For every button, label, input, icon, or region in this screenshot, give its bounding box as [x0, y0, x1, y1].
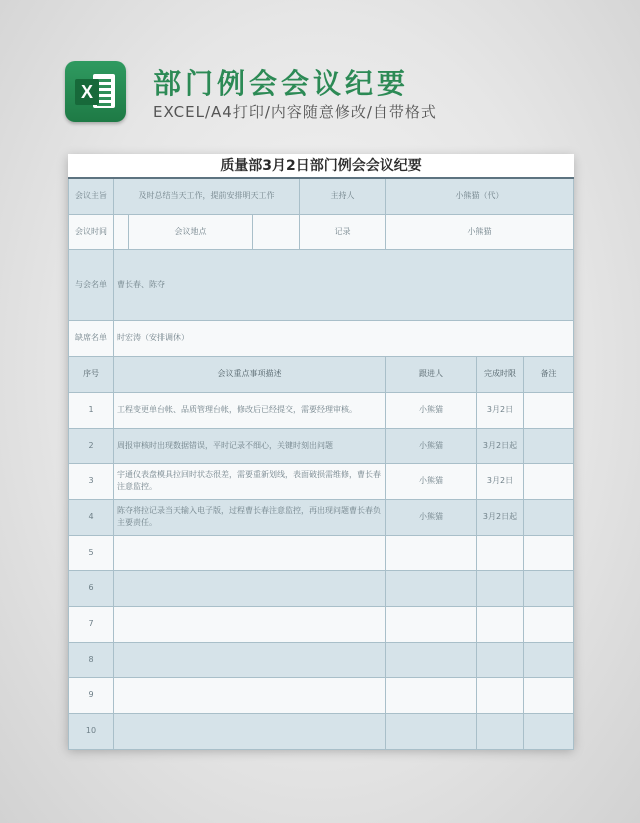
label-host: 主持人 — [300, 178, 386, 214]
col-header-note: 备注 — [524, 356, 574, 392]
row-no: 9 — [69, 677, 114, 713]
table-row — [69, 677, 574, 713]
table-row — [69, 428, 574, 463]
spreadsheet — [68, 154, 573, 748]
row-owner[interactable] — [386, 570, 477, 606]
row-no: 1 — [69, 392, 114, 428]
page-title: 部门例会会议纪要 — [153, 67, 410, 100]
row-note[interactable] — [524, 570, 574, 606]
col-header-owner: 跟进人 — [386, 356, 477, 392]
row-no: 7 — [69, 606, 114, 642]
table-row — [69, 499, 574, 535]
row-note[interactable] — [524, 677, 574, 713]
row-no: 5 — [69, 535, 114, 570]
label-time: 会议时间 — [69, 214, 114, 249]
value-attendees[interactable]: 曹长春、陈夺 — [114, 249, 574, 320]
row-desc[interactable] — [114, 713, 386, 749]
value-recorder[interactable]: 小熊猫 — [386, 214, 574, 249]
row-no: 3 — [69, 463, 114, 499]
column-header-row — [69, 356, 574, 392]
row-note[interactable] — [524, 392, 574, 428]
row-note[interactable] — [524, 606, 574, 642]
table-row — [69, 570, 574, 606]
row-owner[interactable] — [386, 606, 477, 642]
row-desc[interactable] — [114, 570, 386, 606]
row-deadline[interactable]: 3月2日起 — [477, 499, 524, 535]
row-deadline[interactable]: 3月2日 — [477, 463, 524, 499]
row-desc[interactable]: 陈夺将拉记录当天输入电子版，过程曹长春注意监控，再出现问题曹长春负主要责任。 — [114, 499, 386, 535]
row-note[interactable] — [524, 499, 574, 535]
table-row — [69, 463, 574, 499]
row-note[interactable] — [524, 535, 574, 570]
page-subtitle: EXCEL/A4打印/内容随意修改/自带格式 — [153, 103, 437, 121]
row-deadline[interactable] — [477, 642, 524, 677]
value-absent[interactable]: 时宏涛（安排调休） — [114, 320, 574, 356]
row-deadline[interactable] — [477, 606, 524, 642]
col-header-desc: 会议重点事项描述 — [114, 356, 386, 392]
col-header-deadline: 完成时限 — [477, 356, 524, 392]
row-desc[interactable] — [114, 535, 386, 570]
row-owner[interactable] — [386, 535, 477, 570]
label-absent: 缺席名单 — [69, 320, 114, 356]
value-host[interactable]: 小熊猫（代） — [386, 178, 574, 214]
label-attendees: 与会名单 — [69, 249, 114, 320]
sheet-title: 质量部3月2日部门例会会议纪要 — [69, 154, 574, 178]
row-owner[interactable]: 小熊猫 — [386, 428, 477, 463]
row-no: 8 — [69, 642, 114, 677]
table-row — [69, 642, 574, 677]
row-owner[interactable] — [386, 713, 477, 749]
minutes-table — [68, 154, 574, 750]
page-header — [0, 0, 640, 150]
value-time[interactable] — [114, 214, 129, 249]
row-note[interactable] — [524, 642, 574, 677]
row-no: 4 — [69, 499, 114, 535]
row-deadline[interactable]: 3月2日 — [477, 392, 524, 428]
row-owner[interactable]: 小熊猫 — [386, 392, 477, 428]
excel-icon-letter: X — [75, 79, 99, 105]
row-owner[interactable] — [386, 642, 477, 677]
row-desc[interactable] — [114, 677, 386, 713]
label-topic: 会议主旨 — [69, 178, 114, 214]
row-owner[interactable]: 小熊猫 — [386, 463, 477, 499]
col-header-no: 序号 — [69, 356, 114, 392]
value-place[interactable] — [253, 214, 300, 249]
row-desc[interactable]: 工程变更单台帐、品质管理台帐，修改后已经提交，需要经理审核。 — [114, 392, 386, 428]
table-row — [69, 535, 574, 570]
row-no: 6 — [69, 570, 114, 606]
value-topic[interactable]: 及时总结当天工作，提前安排明天工作 — [114, 178, 300, 214]
row-desc[interactable]: 周报审核时出现数据错误，平时记录不细心，关键时刻出问题 — [114, 428, 386, 463]
row-deadline[interactable] — [477, 677, 524, 713]
table-row — [69, 713, 574, 749]
table-row — [69, 606, 574, 642]
row-no: 10 — [69, 713, 114, 749]
row-note[interactable] — [524, 713, 574, 749]
row-deadline[interactable]: 3月2日起 — [477, 428, 524, 463]
row-no: 2 — [69, 428, 114, 463]
row-desc[interactable]: 宇通仪表盘模具拉回时状态很差，需要重新划线，表面破损需维修，曹长春注意监控。 — [114, 463, 386, 499]
label-recorder: 记录 — [300, 214, 386, 249]
excel-icon — [65, 61, 126, 122]
row-deadline[interactable] — [477, 713, 524, 749]
row-desc[interactable] — [114, 642, 386, 677]
row-owner[interactable]: 小熊猫 — [386, 499, 477, 535]
row-note[interactable] — [524, 428, 574, 463]
table-row — [69, 392, 574, 428]
row-desc[interactable] — [114, 606, 386, 642]
row-note[interactable] — [524, 463, 574, 499]
row-owner[interactable] — [386, 677, 477, 713]
label-place: 会议地点 — [129, 214, 253, 249]
row-deadline[interactable] — [477, 535, 524, 570]
row-deadline[interactable] — [477, 570, 524, 606]
